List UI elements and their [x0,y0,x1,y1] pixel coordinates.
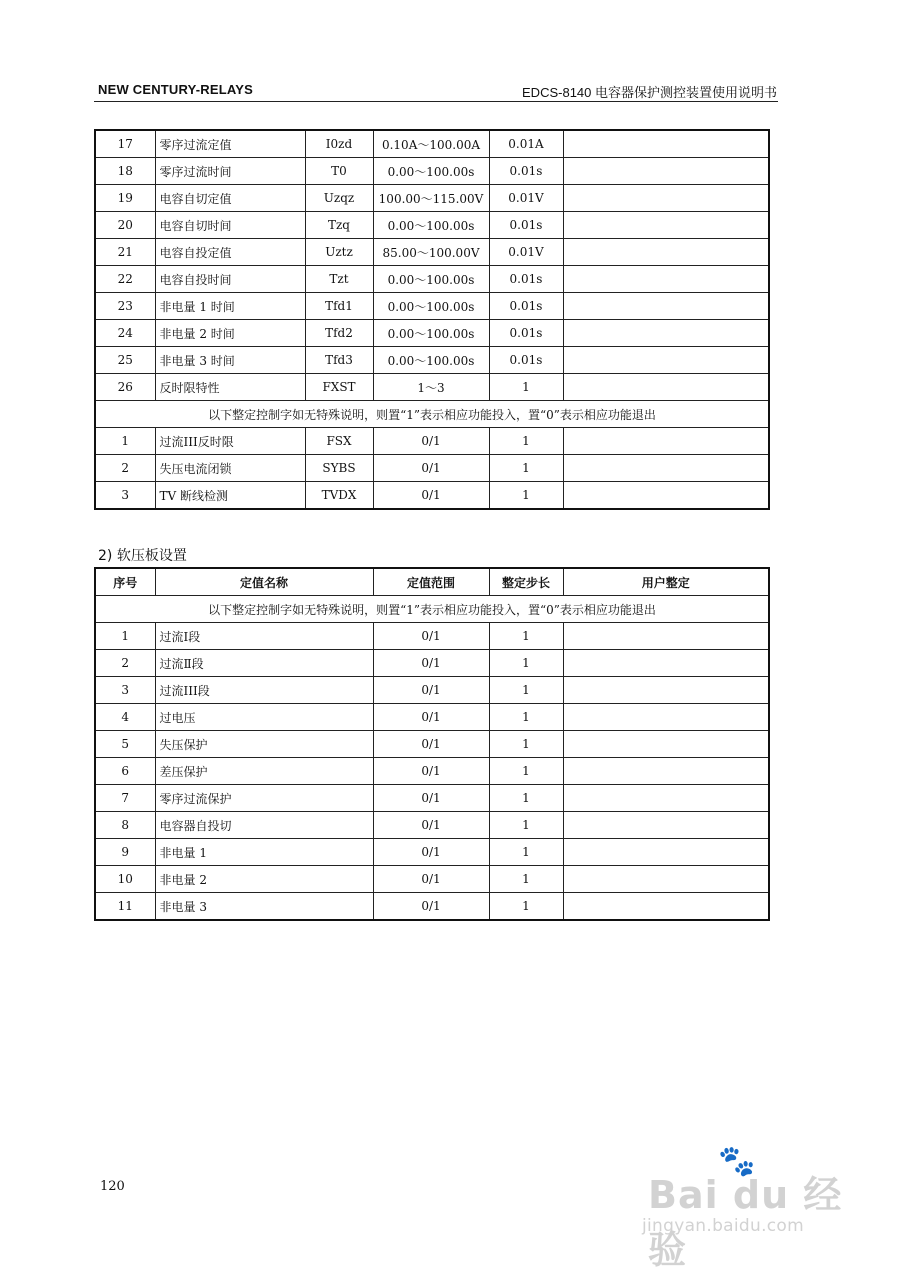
cell-user-setting [563,374,769,401]
cell-range: 0.00～100.00s [373,293,489,320]
cell-range: 0/1 [373,650,489,677]
table-row [95,185,769,212]
cell-range: 0.00～100.00s [373,158,489,185]
table-row [95,677,769,704]
table-row [95,866,769,893]
table-row [95,839,769,866]
cell-name: 非电量 3 时间 [155,347,305,374]
cell-step: 0.01A [489,130,563,158]
cell-user-setting [563,347,769,374]
soft-plate-table [94,567,770,921]
watermark-url: jingyan.baidu.com [642,1216,804,1236]
table-row [95,482,769,510]
cell-step: 1 [489,812,563,839]
cell-no: 8 [95,812,155,839]
cell-range: 0/1 [373,812,489,839]
table-row [95,347,769,374]
cell-no: 21 [95,239,155,266]
cell-no: 11 [95,893,155,921]
cell-range: 0/1 [373,731,489,758]
cell-user-setting [563,650,769,677]
cell-user-setting [563,266,769,293]
cell-name: 过电压 [155,704,373,731]
cell-name: 过流Ⅰ段 [155,623,373,650]
cell-name: 非电量 1 时间 [155,293,305,320]
cell-no: 23 [95,293,155,320]
cell-no: 10 [95,866,155,893]
cell-user-setting [563,866,769,893]
cell-step: 0.01V [489,239,563,266]
cell-range: 0/1 [373,623,489,650]
cell-user-setting [563,212,769,239]
table-row [95,758,769,785]
header-step: 整定步长 [489,568,563,596]
table-row [95,320,769,347]
cell-range: 100.00～115.00V [373,185,489,212]
cell-step: 1 [489,623,563,650]
cell-range: 0.10A～100.00A [373,130,489,158]
cell-range: 0/1 [373,839,489,866]
cell-code: T0 [305,158,373,185]
cell-user-setting [563,455,769,482]
cell-code: Tfd3 [305,347,373,374]
cell-name: 过流III段 [155,677,373,704]
cell-no: 1 [95,428,155,455]
cell-step: 1 [489,482,563,510]
section-title-soft-plates: 2) 软压板设置 [98,548,187,564]
cell-step: 1 [489,731,563,758]
table-row [95,785,769,812]
settings-table-continued [94,129,770,510]
table-row [95,455,769,482]
header-name: 定值名称 [155,568,373,596]
cell-user-setting [563,731,769,758]
cell-range: 0/1 [373,758,489,785]
cell-range: 0/1 [373,785,489,812]
header-no: 序号 [95,568,155,596]
cell-user-setting [563,623,769,650]
cell-step: 1 [489,428,563,455]
paw-logo-icon: 🐾 [718,1144,756,1179]
cell-name: 零序过流定值 [155,130,305,158]
table-row [95,893,769,921]
cell-name: 非电量 3 [155,893,373,921]
table-row [95,731,769,758]
cell-range: 0.00～100.00s [373,266,489,293]
cell-name: 电容自切时间 [155,212,305,239]
cell-step: 0.01s [489,293,563,320]
table-row [95,704,769,731]
cell-step: 1 [489,839,563,866]
cell-no: 7 [95,785,155,812]
cell-step: 0.01s [489,347,563,374]
cell-code: Uzqz [305,185,373,212]
cell-user-setting [563,320,769,347]
cell-code: Tfd2 [305,320,373,347]
header-document-title: EDCS-8140 电容器保护测控装置使用说明书 [522,85,777,100]
header-divider [94,101,778,102]
cell-range: 0/1 [373,866,489,893]
cell-no: 3 [95,482,155,510]
cell-code: FXST [305,374,373,401]
cell-code: SYBS [305,455,373,482]
cell-name: 非电量 2 时间 [155,320,305,347]
cell-code: Tzq [305,212,373,239]
cell-no: 20 [95,212,155,239]
cell-no: 4 [95,704,155,731]
header-range: 定值范围 [373,568,489,596]
cell-user-setting [563,812,769,839]
cell-no: 9 [95,839,155,866]
table-row [95,266,769,293]
cell-no: 25 [95,347,155,374]
cell-no: 19 [95,185,155,212]
cell-name: 电容自投时间 [155,266,305,293]
cell-user-setting [563,293,769,320]
cell-step: 1 [489,704,563,731]
table-row [95,428,769,455]
table-row [95,374,769,401]
cell-no: 5 [95,731,155,758]
header-company: NEW CENTURY-RELAYS [98,82,254,97]
cell-step: 1 [489,866,563,893]
cell-no: 26 [95,374,155,401]
cell-range: 1～3 [373,374,489,401]
cell-name: 失压电流闭锁 [155,455,305,482]
cell-code: I0zd [305,130,373,158]
cell-name: 零序过流保护 [155,785,373,812]
cell-step: 0.01s [489,320,563,347]
cell-user-setting [563,239,769,266]
cell-user-setting [563,893,769,921]
cell-name: 非电量 2 [155,866,373,893]
cell-step: 1 [489,650,563,677]
cell-code: Tzt [305,266,373,293]
note-text: 以下整定控制字如无特殊说明，则置“1”表示相应功能投入，置“0”表示相应功能退出 [95,401,769,428]
cell-user-setting [563,482,769,510]
cell-user-setting [563,677,769,704]
cell-range: 85.00～100.00V [373,239,489,266]
cell-user-setting [563,158,769,185]
cell-range: 0.00～100.00s [373,320,489,347]
cell-no: 2 [95,455,155,482]
cell-name: 电容自投定值 [155,239,305,266]
cell-name: 反时限特性 [155,374,305,401]
table-row [95,650,769,677]
table-header-row [95,568,769,596]
cell-no: 6 [95,758,155,785]
table-row [95,130,769,158]
table-row [95,293,769,320]
cell-step: 0.01s [489,212,563,239]
cell-user-setting [563,758,769,785]
cell-user-setting [563,704,769,731]
cell-name: 电容自切定值 [155,185,305,212]
cell-step: 1 [489,893,563,921]
cell-name: 非电量 1 [155,839,373,866]
cell-range: 0/1 [373,482,489,510]
baidu-watermark [640,1144,860,1272]
cell-step: 0.01s [489,158,563,185]
cell-user-setting [563,428,769,455]
cell-step: 0.01V [489,185,563,212]
header-user-setting: 用户整定 [563,568,769,596]
cell-no: 1 [95,623,155,650]
cell-step: 1 [489,374,563,401]
cell-code: TVDX [305,482,373,510]
cell-user-setting [563,130,769,158]
cell-no: 24 [95,320,155,347]
table-row [95,158,769,185]
cell-range: 0/1 [373,704,489,731]
cell-user-setting [563,839,769,866]
cell-name: 差压保护 [155,758,373,785]
cell-user-setting [563,185,769,212]
table-row [95,239,769,266]
note-row [95,401,769,428]
cell-name: 失压保护 [155,731,373,758]
cell-no: 18 [95,158,155,185]
note-row [95,596,769,623]
cell-no: 17 [95,130,155,158]
cell-name: 过流III反时限 [155,428,305,455]
watermark-brand: Bai du 经验 [648,1173,843,1272]
note-text: 以下整定控制字如无特殊说明，则置“1”表示相应功能投入，置“0”表示相应功能退出 [95,596,769,623]
cell-step: 0.01s [489,266,563,293]
page-number: 120 [100,1179,125,1194]
table-row [95,812,769,839]
cell-step: 1 [489,758,563,785]
cell-no: 22 [95,266,155,293]
cell-range: 0/1 [373,455,489,482]
cell-step: 1 [489,455,563,482]
cell-code: Uztz [305,239,373,266]
cell-user-setting [563,785,769,812]
cell-no: 3 [95,677,155,704]
cell-step: 1 [489,785,563,812]
cell-step: 1 [489,677,563,704]
cell-range: 0/1 [373,428,489,455]
table-row [95,623,769,650]
cell-name: 零序过流时间 [155,158,305,185]
cell-range: 0.00～100.00s [373,212,489,239]
cell-range: 0/1 [373,893,489,921]
cell-name: TV 断线检测 [155,482,305,510]
cell-range: 0/1 [373,677,489,704]
cell-code: FSX [305,428,373,455]
cell-name: 过流Ⅱ段 [155,650,373,677]
cell-code: Tfd1 [305,293,373,320]
cell-range: 0.00～100.00s [373,347,489,374]
cell-no: 2 [95,650,155,677]
table-row [95,212,769,239]
cell-name: 电容器自投切 [155,812,373,839]
